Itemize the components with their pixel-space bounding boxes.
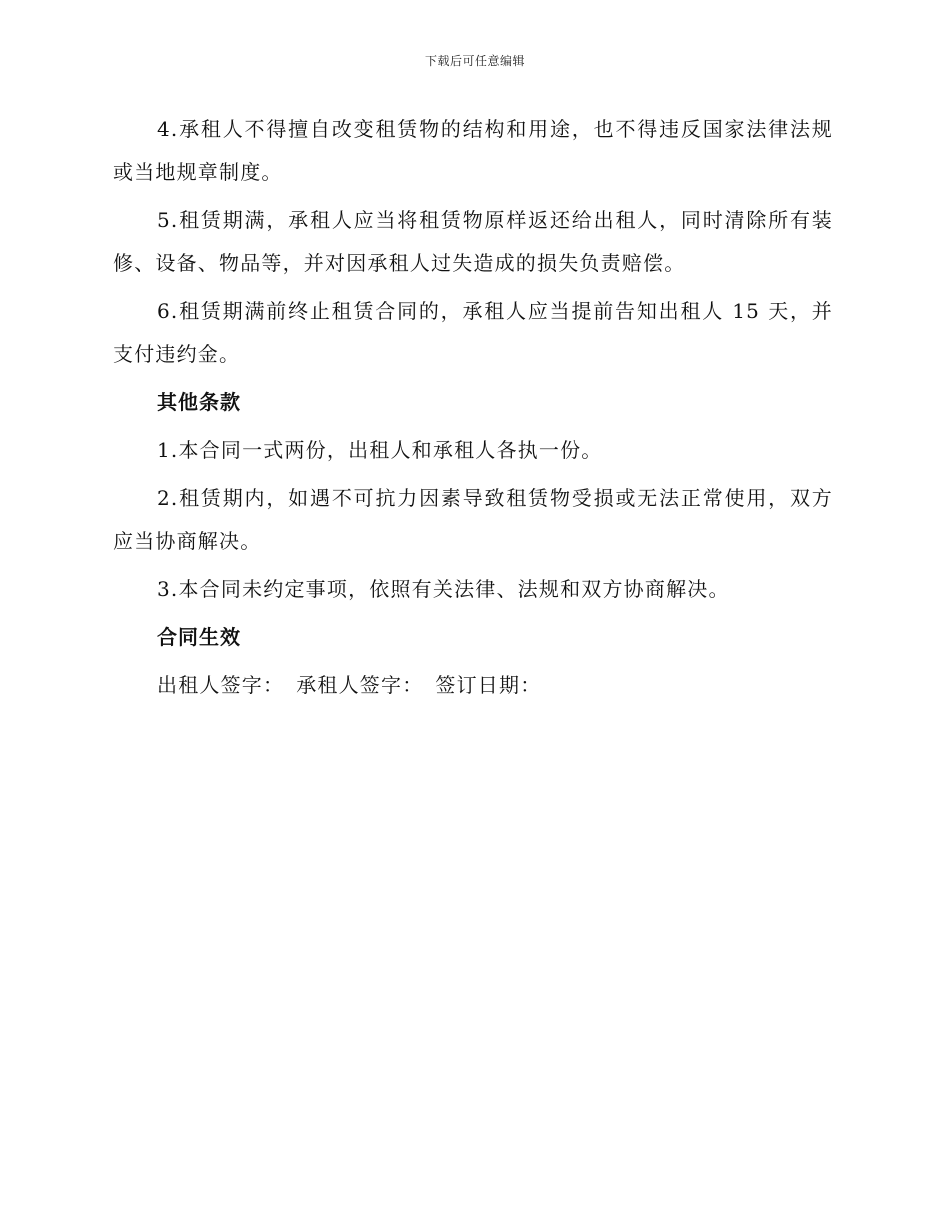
document-body — [113, 108, 833, 707]
clause-6: 6.租赁期满前终止租赁合同的，承租人应当提前告知出租人 15 天，并支付违约金。 — [113, 299, 833, 366]
other-term-2: 2.租赁期内，如遇不可抗力因素导致租赁物受损或无法正常使用，双方应当协商解决。 — [113, 486, 833, 553]
sign-date-label: 签订日期： — [435, 673, 542, 697]
clause-4: 4.承租人不得擅自改变租赁物的结构和用途，也不得违反国家法律法规或当地规章制度。 — [113, 117, 833, 184]
contract-effect-heading: 合同生效 — [157, 625, 241, 649]
lessor-signature-label: 出租人签字： — [157, 673, 285, 697]
lessee-signature-label: 承租人签字： — [296, 673, 424, 697]
other-terms-heading: 其他条款 — [157, 390, 241, 414]
clause-5: 5.租赁期满，承租人应当将租赁物原样返还给出租人，同时清除所有装修、设备、物品等，并对因承租人过失造成的损失负责赔偿。 — [113, 208, 833, 275]
other-term-1: 1.本合同一式两份，出租人和承租人各执一份。 — [157, 438, 603, 462]
page-header: 下载后可任意编辑 — [424, 54, 525, 68]
other-term-3: 3.本合同未约定事项，依照有关法律、法规和双方协商解决。 — [157, 577, 730, 601]
signature-line — [113, 664, 833, 707]
